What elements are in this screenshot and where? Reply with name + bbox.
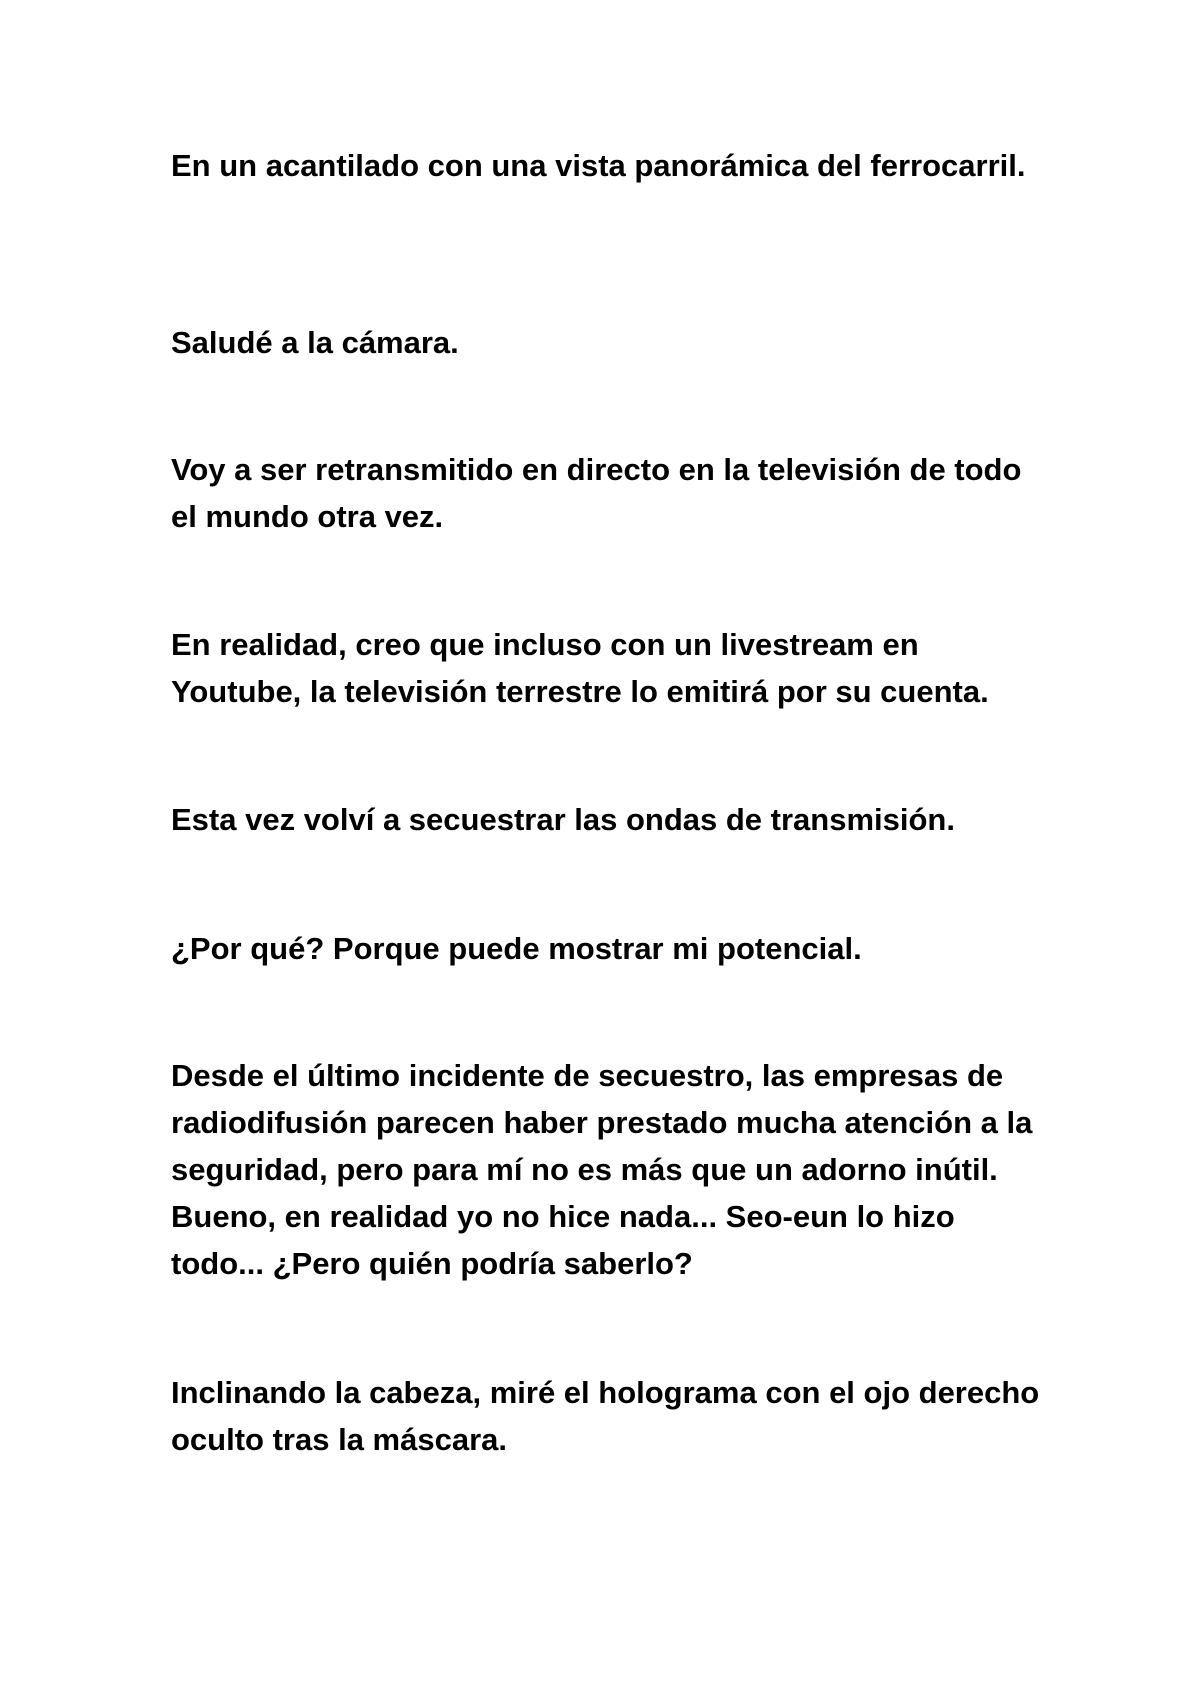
paragraph-2: Saludé a la cámara. [171,325,459,360]
paragraph-7: Desde el último incidente de secuestro, las empresas de radiodifusión parecen haber prestado mucha atención a la seguridad, pero para mí no es más que un adorno inútil. Bueno, en realidad yo no hice nada... Seo-eun lo hizo todo... ¿Pero quién podría saberlo? [171,1058,1033,1281]
paragraph-5: Esta vez volví a secuestrar las ondas de transmisión. [171,802,955,837]
paragraph-6: ¿Por qué? Porque puede mostrar mi potencial. [171,931,862,966]
paragraph-3: Voy a ser retransmitido en directo en la televisión de todo el mundo otra vez. [171,452,1022,534]
paragraph-4: En realidad, creo que incluso con un livestream en Youtube, la televisión terrestre lo emitirá por su cuenta. [171,627,989,709]
paragraph-1: En un acantilado con una vista panorámica del ferrocarril. [171,148,1026,183]
paragraph-8: Inclinando la cabeza, miré el holograma con el ojo derecho oculto tras la máscara. [171,1375,1040,1457]
